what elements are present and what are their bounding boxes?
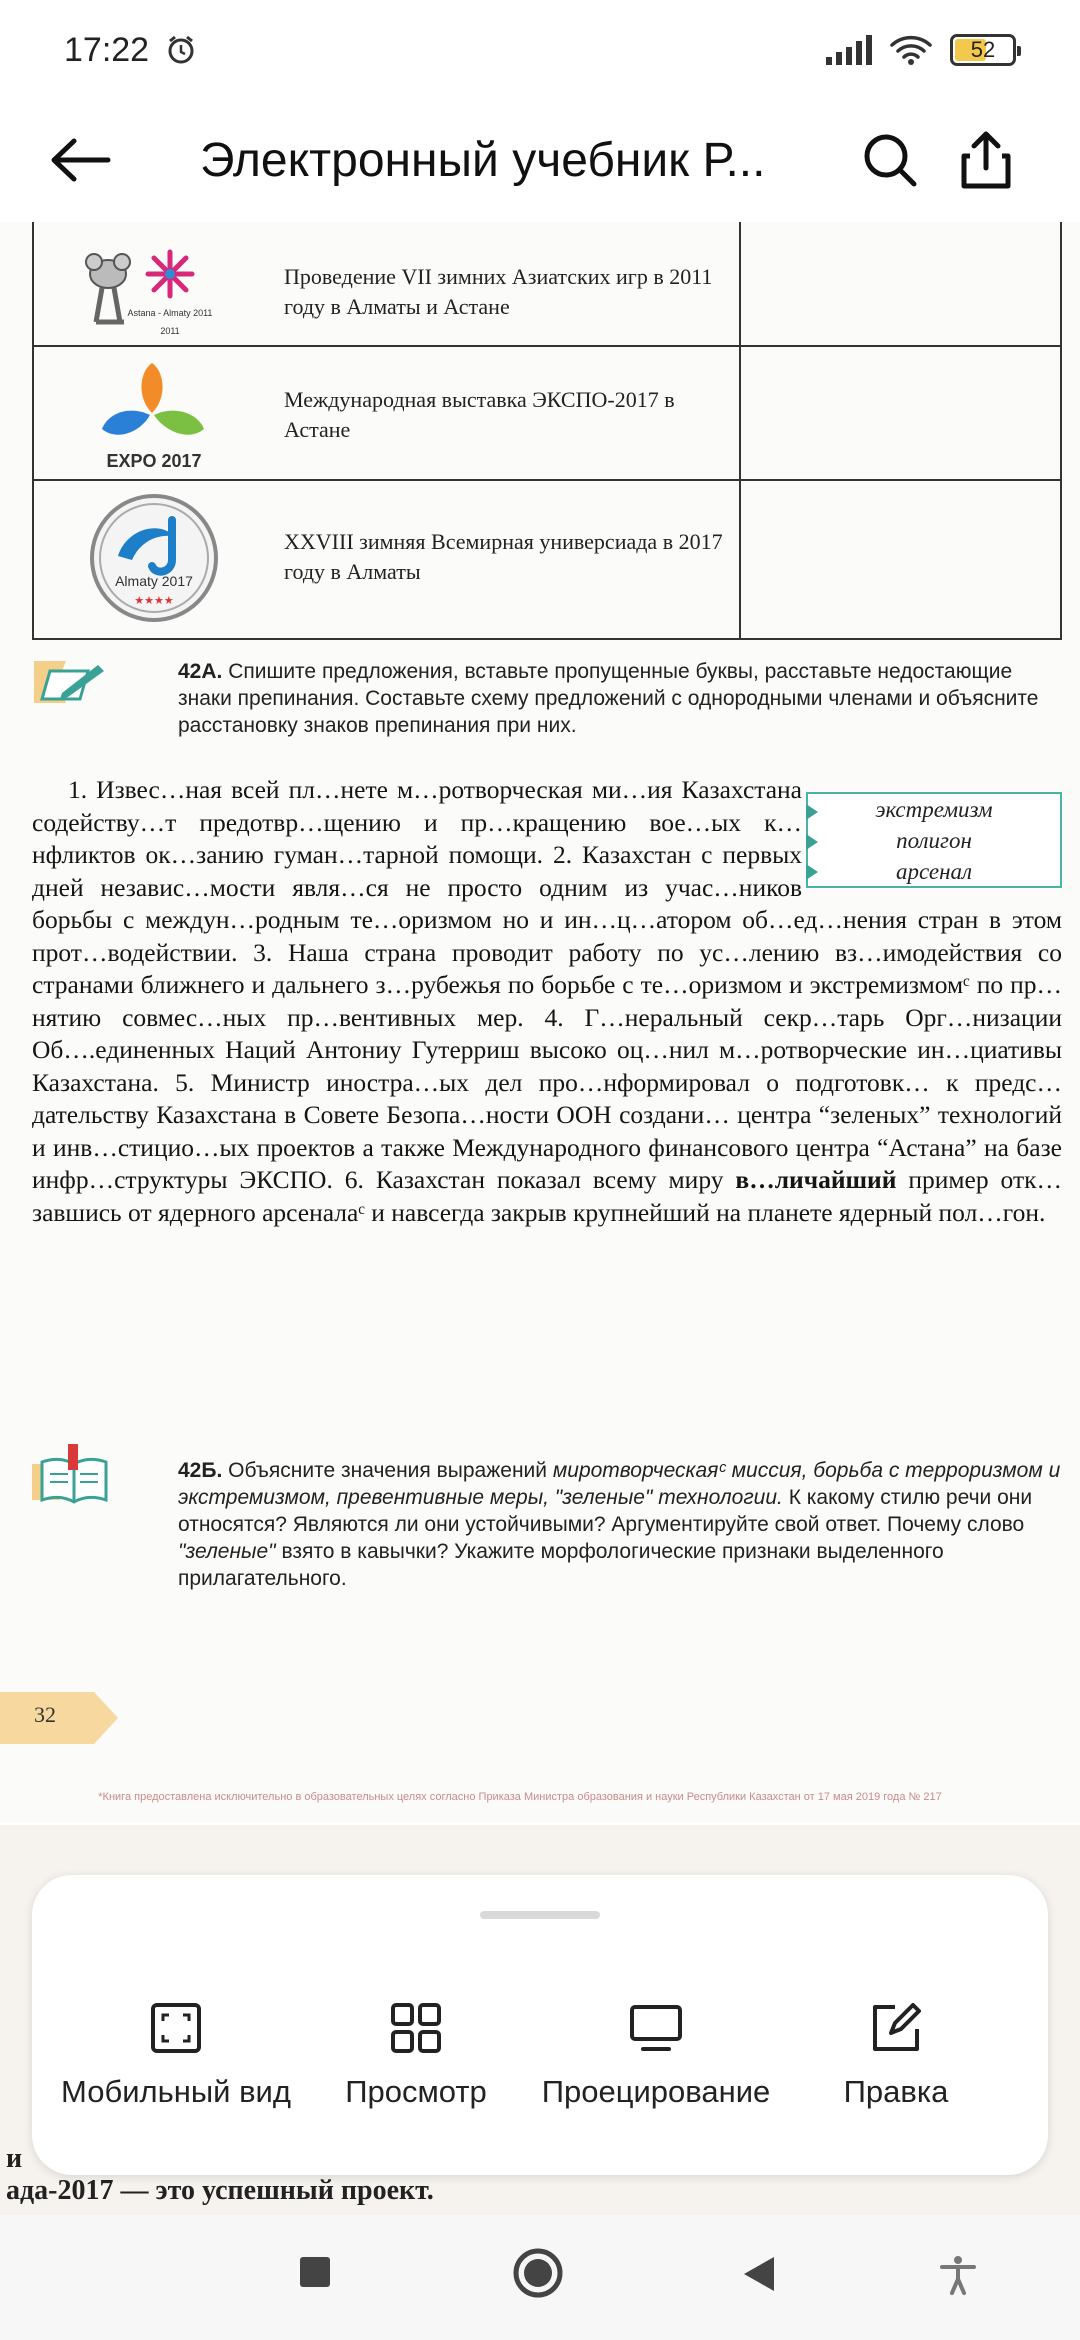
exercise-42b-italic-word: "зеленые": [178, 1540, 276, 1563]
body-text: 1. Извес…ная всей пл…нете м…ротворческая ми…ия Казахстана содейству…т предотвр…щению и пр…кращению вое…ых к…нфликтов ок…занию гуман…тарной помощи. 2. Казахстан с первых дней независ…мости явля…ся не просто одним из учас…ников борьбы с междун…родным те…оризмом но и ин…ц…атором об…ед…нения стран в этом прот…водействии. 3. Наша страна проводит работу по ус…лению вз…имодействия со странами ближнего и дальнего з…рубежья по борьбе с те…оризмом и экстремизмомᶜ по пр…нятию совмес…ных пр…вентивных мер. 4. Г…неральный секр…тарь Орг…низации Об….единенных Наций Антониу Гутерриш высоко оц…нил м…ротворческие ин…циативы Казахстана. 5. Министр иностра…ых дел про…нформировал о подготовк… к предс…дательству Казахстана в Совете Безопа…ности ООН создани… центра “зеленых” технологий и инв…стицио…ых проектов а также Международного финансового центра “Астана” на базе инфр…структуры ЭКСПО. 6. Казахстан показал всему миру: [32, 775, 1062, 1194]
monitor-icon: [629, 2001, 683, 2055]
mobile-view-icon: [149, 2001, 203, 2055]
svg-text:EXPO 2017: EXPO 2017: [106, 451, 202, 471]
projection-button[interactable]: [536, 2001, 776, 2111]
page-number-tab: [0, 1692, 118, 1744]
edit-icon: [869, 2001, 923, 2055]
edit-label: Правка: [843, 2074, 949, 2109]
universiade-logo: [86, 490, 222, 626]
exercise-42a-text: Спишите предложения, вставьте пропущенные буквы, расставьте недостающие знаки препинания. Составьте схему предложений с однородными членами и объясните расстановку знаков препинания при них.: [178, 660, 1039, 737]
svg-text:★★★★: ★★★★: [134, 595, 174, 607]
mobile-view-label: Мобильный вид: [61, 2074, 291, 2109]
mobile-view-button[interactable]: [56, 2001, 296, 2111]
pencil-exercise-icon: [32, 657, 122, 707]
vocab-word: арсенал: [895, 859, 973, 884]
status-bar: [0, 0, 1080, 100]
page-number: 32: [34, 1702, 56, 1727]
expo-logo: [94, 357, 214, 475]
projection-label: Проецирование: [541, 2074, 771, 2109]
events-table: [32, 222, 1062, 640]
preview-button[interactable]: [296, 2001, 536, 2111]
footnote: *Книга предоставлена исключительно в образовательных целях согласно Приказа Министра образования и науки Республики Казахстан от 17 мая 2019 года № 217: [98, 1791, 942, 1803]
exercise-42b-lead: Объясните значения выражений: [228, 1459, 548, 1482]
table-cell-event: XXVIII зимняя Всемирная универсиада в 2017 году в Алматы: [284, 529, 723, 584]
body-bold-word: в…личайший: [735, 1165, 897, 1194]
book-exercise-icon: [30, 1444, 118, 1506]
signal-icon: [826, 35, 872, 65]
share-button[interactable]: [948, 122, 1024, 198]
page-title: Электронный учебник Р...: [200, 133, 766, 187]
exercise-42a-line1: [178, 658, 1064, 739]
vocab-word: полигон: [896, 828, 972, 853]
wifi-icon: [890, 34, 932, 66]
table-cell-event: Международная выставка ЭКСПО-2017 в Астане: [284, 387, 675, 442]
view-options-sheet: [32, 1875, 1048, 2175]
home-circle-icon[interactable]: [512, 2247, 564, 2299]
exercise-42a-sentences: [32, 774, 1062, 1229]
next-page-text: и: [6, 2143, 23, 2174]
share-icon: [948, 122, 1024, 198]
asian-games-logo: [74, 242, 213, 342]
back-button[interactable]: [40, 120, 120, 200]
exercise-42b-italic: миротворческаяᶜ миссия, борьба с терроризмом и экстремизмом, превентивные меры, "зеленые" технологии.: [178, 1459, 1061, 1509]
search-button[interactable]: [852, 122, 928, 198]
recents-square-icon[interactable]: [298, 2255, 332, 2289]
page-tab-shape: [0, 1692, 118, 1744]
next-page-text: ада-2017 — это успешный проект.: [6, 2175, 434, 2206]
app-bar: [0, 100, 1080, 220]
sheet-drag-handle[interactable]: [480, 1911, 600, 1919]
exercise-42a-number: 42А.: [178, 660, 223, 683]
back-triangle-icon[interactable]: [742, 2255, 776, 2293]
vocab-float-spacer: [802, 770, 1062, 888]
accessibility-icon[interactable]: [940, 2255, 976, 2295]
svg-text:Astana - Almaty 2011: Astana - Almaty 2011: [127, 308, 213, 318]
textbook-page[interactable]: [0, 222, 1080, 1822]
status-time: 17:22: [64, 30, 150, 69]
exercise-42b-mid: К какому стилю речи они относятся? Являются ли они устойчивыми? Аргументируйте свой ответ. Почему слово: [178, 1486, 1033, 1536]
system-nav-bar: [0, 2215, 1080, 2340]
battery-icon: [950, 34, 1016, 66]
alarm-icon: [165, 34, 197, 66]
back-arrow-icon: [50, 138, 110, 182]
svg-text:2011: 2011: [160, 326, 180, 336]
svg-text:Almaty 2017: Almaty 2017: [115, 573, 193, 589]
preview-label: Просмотр: [345, 2074, 487, 2109]
search-icon: [852, 122, 928, 198]
exercise-42b: [178, 1457, 1064, 1592]
exercise-42b-tail: взято в кавычки? Укажите морфологические признаки выделенного прилагательного.: [178, 1540, 944, 1590]
body-text-end: пример отк…завшись от ядерного арсеналаᶜ и навсегда закрыв крупнейший на планете ядерный пол…гон.: [32, 1165, 1062, 1227]
grid-view-icon: [389, 2001, 443, 2055]
vocab-word: экстремизм: [875, 797, 993, 822]
exercise-42b-number: 42Б.: [178, 1459, 223, 1482]
battery-level: 52: [970, 37, 996, 62]
table-cell-event: Проведение VII зимних Азиатских игр в 2011 году в Алматы и Астане: [284, 264, 713, 319]
edit-button[interactable]: [776, 2001, 1016, 2111]
